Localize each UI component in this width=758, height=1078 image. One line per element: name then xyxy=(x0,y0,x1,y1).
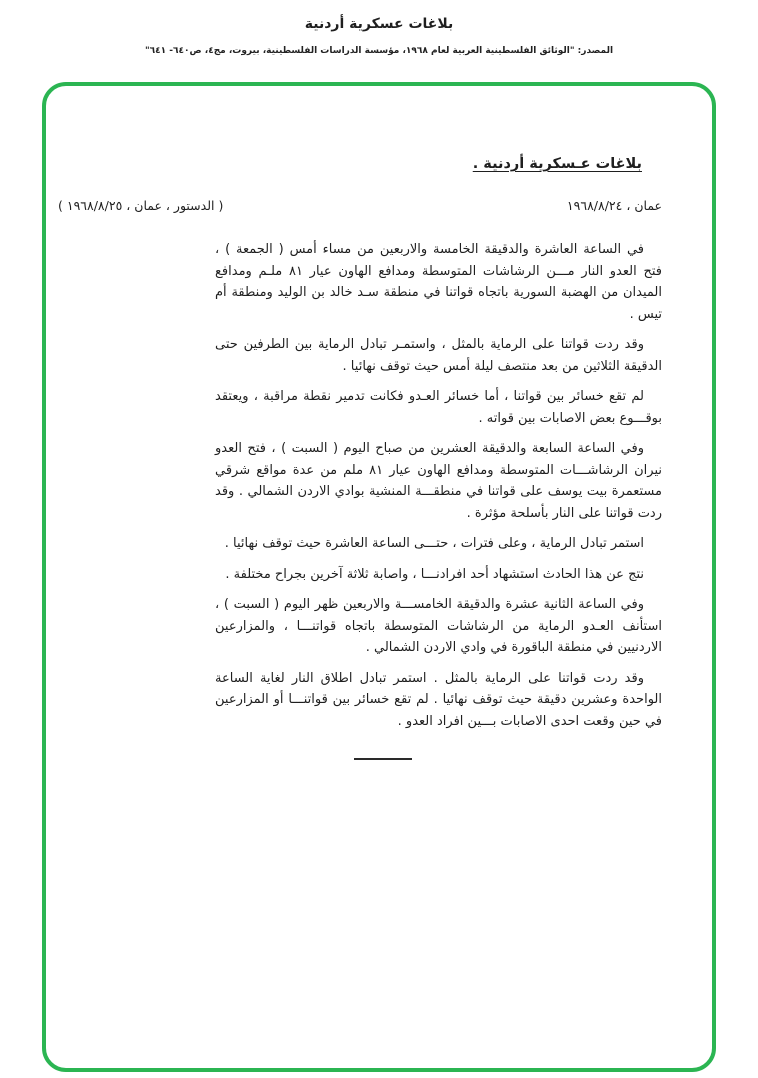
dateline xyxy=(58,198,662,213)
document-paragraph: وفي الساعة الثانية عشرة والدقيقة الخامســـة والاربعين ظهر اليوم ( السبت ) ، استأنف العـدو الرماية من الرشاشات المتوسطة باتجاه قواتنـــا ، والمزارعين الاردنيين في منطقة الباقورة في وادي الاردن الشمالي . xyxy=(215,597,662,655)
document-title: بلاغات عـسكرية أردنية . xyxy=(472,156,642,172)
dateline-city-date: عمان ، ١٩٦٨/٨/٢٤ xyxy=(566,198,662,213)
document-body xyxy=(215,239,662,760)
page-header xyxy=(0,0,758,56)
document-paragraph: وفي الساعة السابعة والدقيقة العشرين من صباح اليوم ( السبت ) ، فتح العدو نيران الرشاشـــات المتوسطة ومدافع الهاون عيار ٨١ ملم من عدة مواقع شرقي مستعمرة بيت يوسف على قواتنا في منطقـــة المنشية بوادي الاردن الشمالي . وقد ردت قواتنا على النار بأسلحة مؤثرة . xyxy=(215,441,663,521)
document-paragraph: استمر تبادل الرماية ، وعلى فترات ، حتـــى الساعة العاشرة حيث توقف نهائيا . xyxy=(224,536,644,551)
document-paragraph: لم تقع خسائر بين قواتنا ، أما خسائر العـدو فكانت تدمير نقطة مراقبة ، ويعتقد بوقـــوع بعض الاصابات بين قواته . xyxy=(215,389,662,426)
document-paragraph: نتج عن هذا الحادث استشهاد أحد افرادنـــا ، واصابة ثلاثة آخرين بجراح مختلفة . xyxy=(225,566,644,582)
document-page xyxy=(46,86,712,1068)
page-title: بلاغات عسكرية أردنية xyxy=(304,16,454,32)
source-citation: المصدر: "الوثائق الفلسطينية العربية لعام ١٩٦٨، مؤسسة الدراسات الفلسطينية، بيروت، مج٤، ص٦٤٠- ٦٤١" xyxy=(144,46,614,56)
end-divider xyxy=(354,758,412,760)
document-paragraph: وقد ردت قواتنا على الرماية بالمثل . استمر تبادل اطلاق النار لغاية الساعة الواحدة وعشرين دقيقة حيث توقف نهائيا . لم تقع خسائر بين قواتنـــا أو المزارعين في حين وقعت احدى الاصابات بـــين افراد العدو . xyxy=(215,670,662,729)
document-paragraph: وقد ردت قواتنا على الرماية بالمثل ، واستمـر تبادل الرماية بين الطرفين حتى الدقيقة الثلاثين من بعد منتصف ليلة أمس حيث توقف نهائيا . xyxy=(215,337,662,374)
dateline-newspaper-source: ( الدستور ، عمان ، ١٩٦٨/٨/٢٥ ) xyxy=(58,198,224,213)
document-frame xyxy=(42,82,716,1072)
document-paragraph: في الساعة العاشرة والدقيقة الخامسة والاربعين من مساء أمس ( الجمعة ) ، فتح العدو النار مـــن الرشاشات المتوسطة ومدافع الهاون عيار ٨١ ملـم ومدافع الميدان من الهضبة السورية باتجاه قواتنا في منطقة سـد خالد بن الوليد ومنطقة أم تيس . xyxy=(215,242,662,322)
